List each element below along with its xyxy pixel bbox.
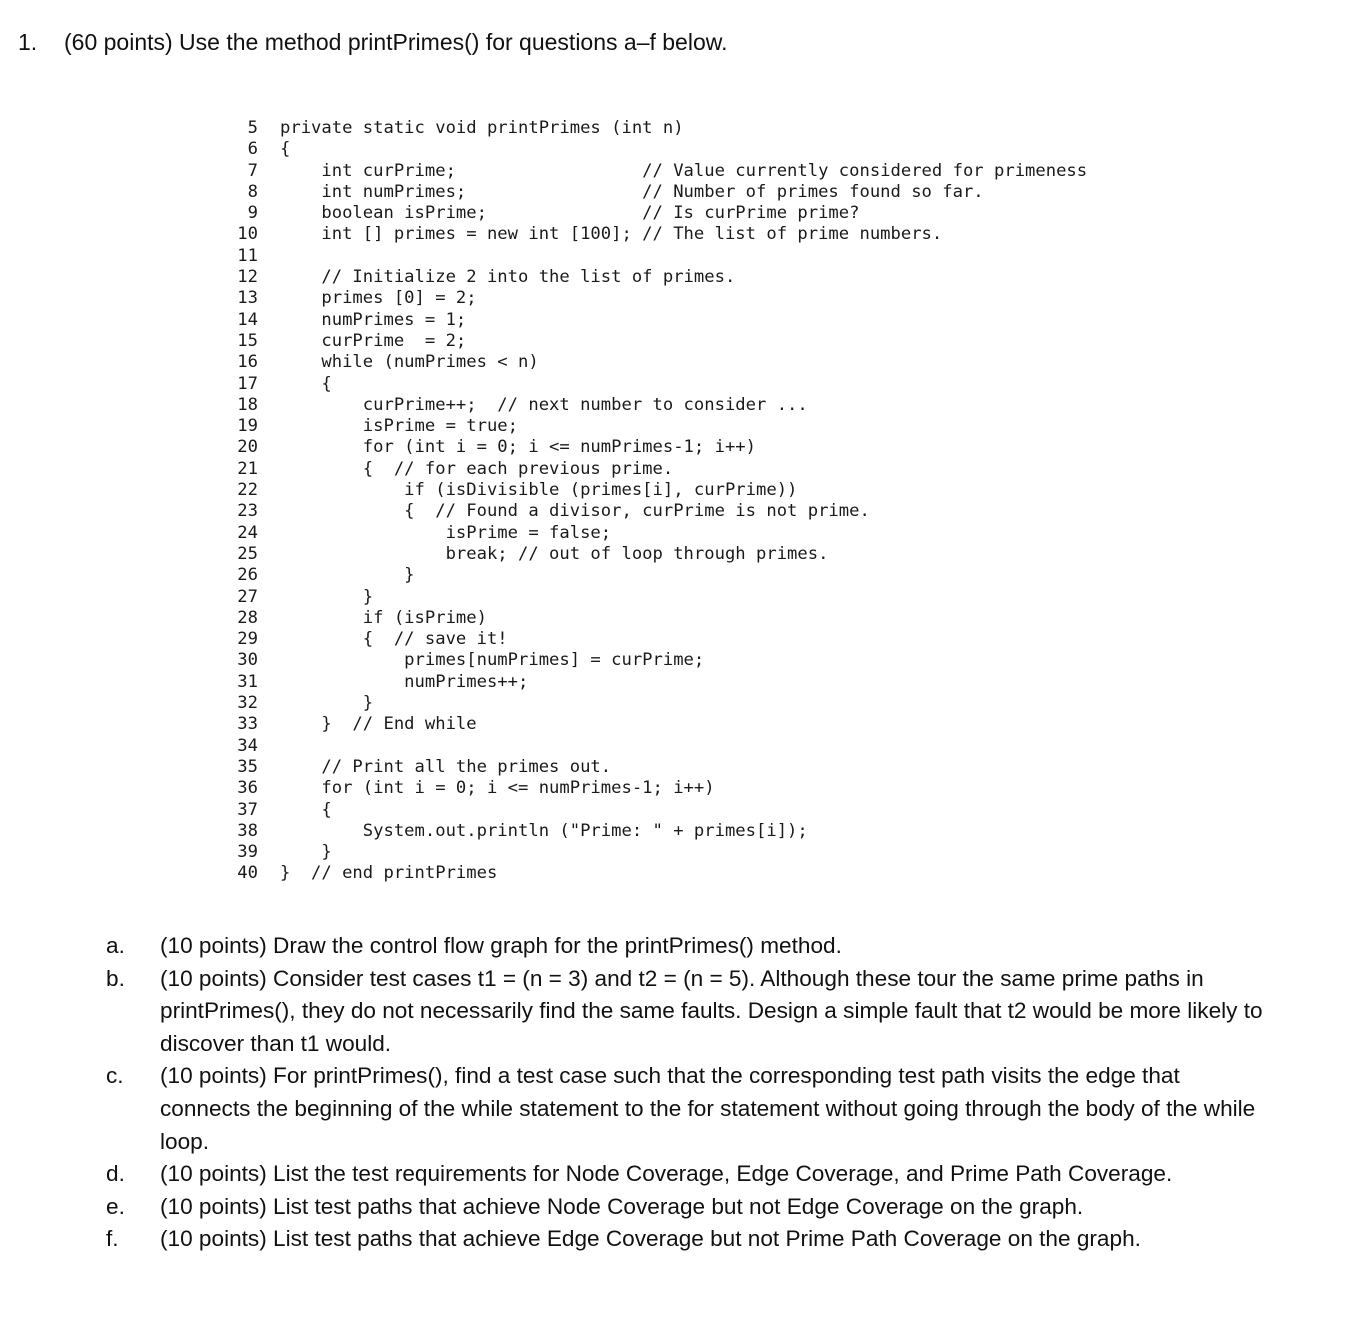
code-line [222,310,1087,331]
line-number: 14 [237,309,258,330]
code-text: break; // out of loop through primes. [280,543,829,564]
sub-question-text: (10 points) Draw the control flow graph for the printPrimes() method. [160,933,842,958]
question-text: (60 points) Use the method printPrimes() for questions a–f below. [64,29,728,55]
line-number: 27 [237,586,258,607]
code-line [222,224,1087,245]
code-text: if (isDivisible (primes[i], curPrime)) [280,480,798,501]
sub-question [106,1060,1266,1158]
question-number: 1. [18,29,38,55]
line-number: 36 [237,778,258,799]
line-number: 38 [237,820,258,841]
sub-question-letter: b. [106,965,125,991]
line-number: 12 [237,267,258,288]
code-line [222,395,1087,416]
code-text: System.out.println ("Prime: " + primes[i]); [280,820,808,841]
sub-question-text: (10 points) For printPrimes(), find a test case such that the corresponding test path visits the edge that connects the beginning of the while statement to the for statement without going through the body of the while loop. [160,1063,1256,1154]
code-line [222,523,1087,544]
line-number: 28 [237,607,258,628]
code-text: } [280,693,374,714]
code-text: if (isPrime) [280,607,487,628]
line-number: 23 [237,501,258,522]
code-line [222,182,1087,203]
code-line [222,842,1087,863]
line-number: 10 [237,224,258,245]
code-text: numPrimes = 1; [280,309,467,330]
code-text: primes [0] = 2; [280,288,477,309]
code-line [222,288,1087,309]
sub-question [106,1158,1266,1191]
code-text: } [280,565,415,586]
sub-question-text: (10 points) List the test requirements for Node Coverage, Edge Coverage, and Prime Path Coverage. [160,1161,1173,1187]
line-number: 33 [237,714,258,735]
line-number: 30 [237,650,258,671]
line-number: 31 [237,671,258,692]
code-line [222,757,1087,778]
sub-question-letter: f. [106,1226,119,1252]
code-line [222,629,1087,650]
line-number: 9 [247,203,258,224]
code-line [222,650,1087,671]
code-line [222,800,1087,821]
code-line [222,267,1087,288]
code-line [222,118,1087,139]
sub-question-text: (10 points) Consider test cases t1 = (n = 3) and t2 = (n = 5). Although these tour the same prime paths in printPrimes(), they do not necessarily find the same faults. Design a simple fault that t2 would be more likely to discover than t1 would. [160,965,1263,1056]
code-text: while (numPrimes < n) [280,352,539,373]
code-line [222,437,1087,458]
code-line [222,374,1087,395]
code-listing [222,118,1087,885]
code-line [222,352,1087,373]
line-number: 19 [237,416,258,437]
line-number: 16 [237,352,258,373]
line-number: 6 [247,139,258,160]
code-line [222,161,1087,182]
line-number: 32 [237,693,258,714]
code-text: isPrime = false; [280,522,612,543]
code-text: for (int i = 0; i <= numPrimes-1; i++) [280,437,756,458]
line-number: 35 [237,756,258,777]
line-number: 17 [237,373,258,394]
code-text: curPrime++; // next number to consider ... [280,394,808,415]
code-line [222,587,1087,608]
code-text: // Print all the primes out. [280,756,612,777]
line-number: 7 [247,160,258,181]
sub-question-letter: e. [106,1193,125,1219]
code-line [222,480,1087,501]
sub-question [106,963,1266,1061]
code-line [222,203,1087,224]
code-text: int curPrime; // Value currently considered for primeness [280,160,1088,181]
code-text: primes[numPrimes] = curPrime; [280,650,705,671]
code-line [222,139,1087,160]
line-number: 37 [237,799,258,820]
code-text: private static void printPrimes (int n) [280,118,684,138]
line-number: 8 [247,181,258,202]
code-line [222,863,1087,884]
sub-question-text: (10 points) List test paths that achieve Edge Coverage but not Prime Path Coverage on the graph. [160,1226,1141,1252]
code-line [222,778,1087,799]
code-line [222,459,1087,480]
line-number: 40 [237,863,258,884]
line-number: 22 [237,480,258,501]
line-number: 11 [237,245,258,266]
code-text: { [280,373,332,394]
line-number: 25 [237,543,258,564]
code-text: } [280,842,332,863]
line-number: 13 [237,288,258,309]
sub-question [106,930,1266,963]
sub-question-list [106,930,1266,1256]
code-line [222,565,1087,586]
line-number: 20 [237,437,258,458]
code-text: } [280,586,374,607]
code-line [222,246,1087,267]
line-number: 18 [237,394,258,415]
line-number: 21 [237,458,258,479]
line-number: 29 [237,629,258,650]
line-number: 5 [247,118,258,138]
code-line [222,416,1087,437]
code-text: isPrime = true; [280,416,518,437]
code-line [222,331,1087,352]
question-header [18,26,728,58]
code-line [222,736,1087,757]
code-text: } // end printPrimes [280,863,498,884]
code-text: // Initialize 2 into the list of primes. [280,267,736,288]
code-text: numPrimes++; [280,671,529,692]
line-number: 26 [237,565,258,586]
sub-question [106,1223,1266,1256]
code-text: } // End while [280,714,477,735]
sub-question [106,1191,1266,1224]
code-text: { // for each previous prime. [280,458,674,479]
sub-question-letter: c. [106,1063,124,1089]
code-text: { // Found a divisor, curPrime is not prime. [280,501,870,522]
code-line [222,714,1087,735]
code-text: { [280,799,332,820]
code-text: { [280,139,291,160]
code-line [222,672,1087,693]
line-number: 24 [237,522,258,543]
code-text: boolean isPrime; // Is curPrime prime? [280,203,860,224]
line-number: 34 [237,735,258,756]
sub-question-letter: d. [106,1161,125,1187]
sub-question-text: (10 points) List test paths that achieve Node Coverage but not Edge Coverage on the graph. [160,1193,1084,1219]
code-line [222,544,1087,565]
sub-question-letter: a. [106,933,125,958]
code-text: { // save it! [280,629,508,650]
line-number: 15 [237,330,258,351]
line-number: 39 [237,842,258,863]
code-line [222,821,1087,842]
code-line [222,501,1087,522]
code-line [222,608,1087,629]
code-text: for (int i = 0; i <= numPrimes-1; i++) [280,778,715,799]
code-text: curPrime = 2; [280,330,467,351]
code-line [222,693,1087,714]
code-text: int [] primes = new int [100]; // The list of prime numbers. [280,224,943,245]
code-text: int numPrimes; // Number of primes found so far. [280,181,984,202]
